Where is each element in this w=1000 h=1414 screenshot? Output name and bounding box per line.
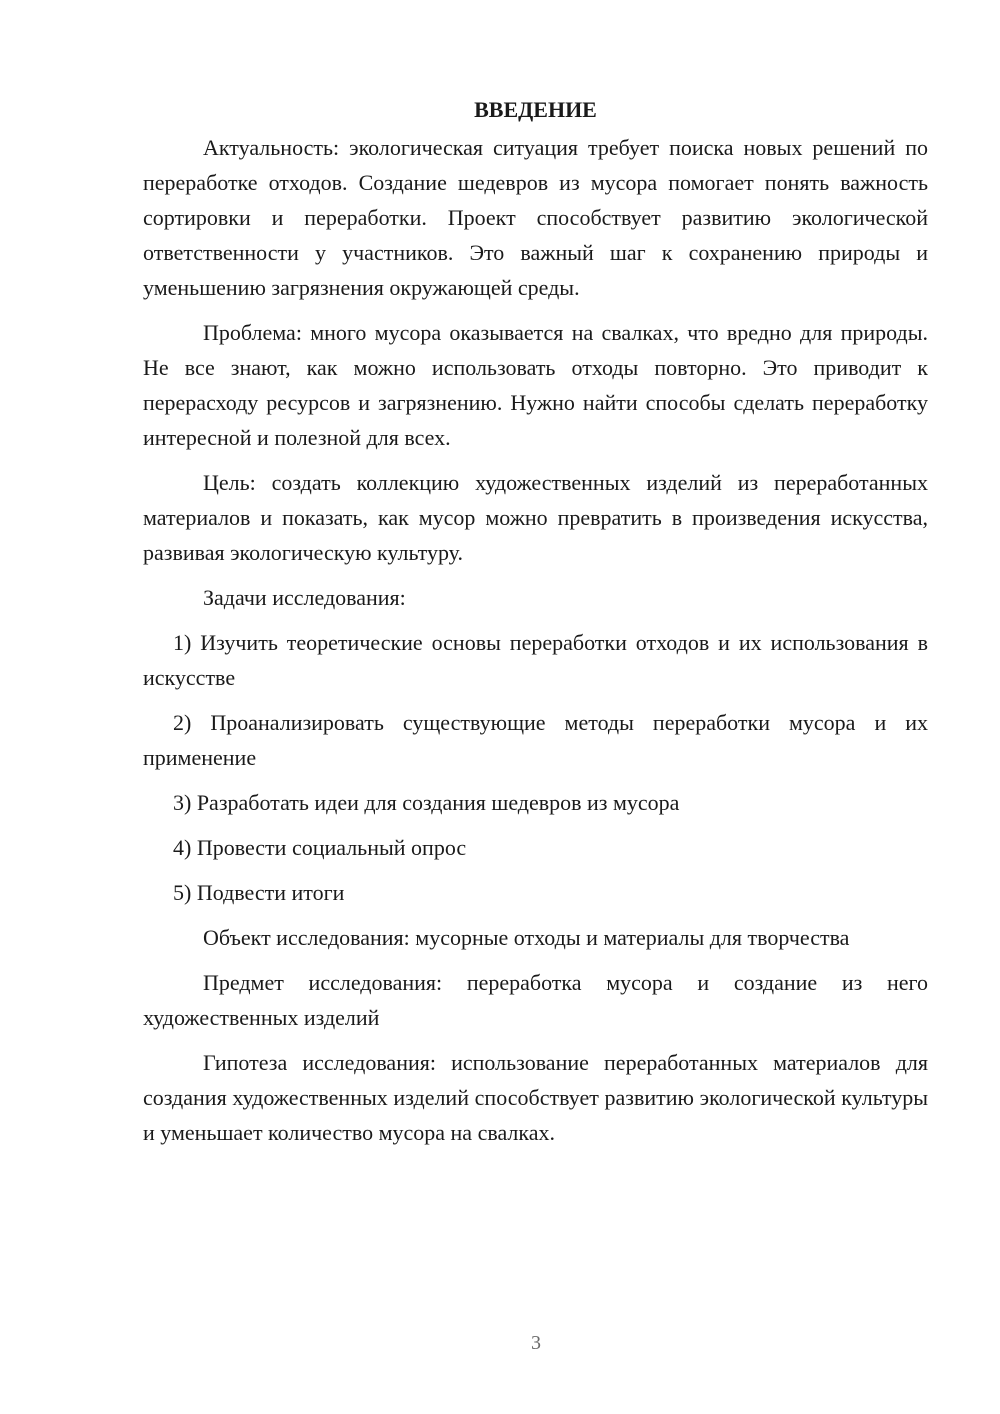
paragraph-relevance: Актуальность: экологическая ситуация требует поиска новых решений по переработке отходов. Создание шедевров из мусора помогает понять важность сортировки и переработки. Проект способствует развитию экологической ответственности у участников. Это важный шаг к сохранению природы и уменьшению загрязнения окружающей среды. — [143, 135, 928, 300]
paragraph-hypothesis: Гипотеза исследования: использование переработанных материалов для создания художественных изделий способствует развитию экологической культуры и уменьшает количество мусора на свалках. — [143, 1050, 928, 1145]
task-item-2: 2) Проанализировать существующие методы переработки мусора и их применение — [143, 710, 928, 770]
document-page — [143, 92, 928, 1160]
section-title: ВВЕДЕНИЕ — [474, 97, 597, 122]
task-item-3: 3) Разработать идеи для создания шедевров из мусора — [173, 790, 680, 815]
paragraph-subject: Предмет исследования: переработка мусора и создание из него художественных изделий — [143, 970, 928, 1030]
paragraph-problem: Проблема: много мусора оказывается на свалках, что вредно для природы. Не все знают, как можно использовать отходы повторно. Это приводит к перерасходу ресурсов и загрязнению. Нужно найти способы сделать переработку интересной и полезной для всех. — [143, 320, 928, 450]
paragraph-tasks-heading: Задачи исследования: — [203, 585, 406, 610]
task-item-4: 4) Провести социальный опрос — [173, 835, 467, 860]
task-item-1: 1) Изучить теоретические основы переработки отходов и их использования в искусстве — [143, 630, 928, 690]
paragraph-object: Объект исследования: мусорные отходы и материалы для творчества — [203, 925, 850, 950]
task-item-5: 5) Подвести итоги — [173, 880, 345, 905]
paragraph-goal: Цель: создать коллекцию художественных изделий из переработанных материалов и показать, как мусор можно превратить в произведения искусства, развивая экологическую культуру. — [143, 470, 928, 565]
page-number: 3 — [531, 1332, 541, 1354]
